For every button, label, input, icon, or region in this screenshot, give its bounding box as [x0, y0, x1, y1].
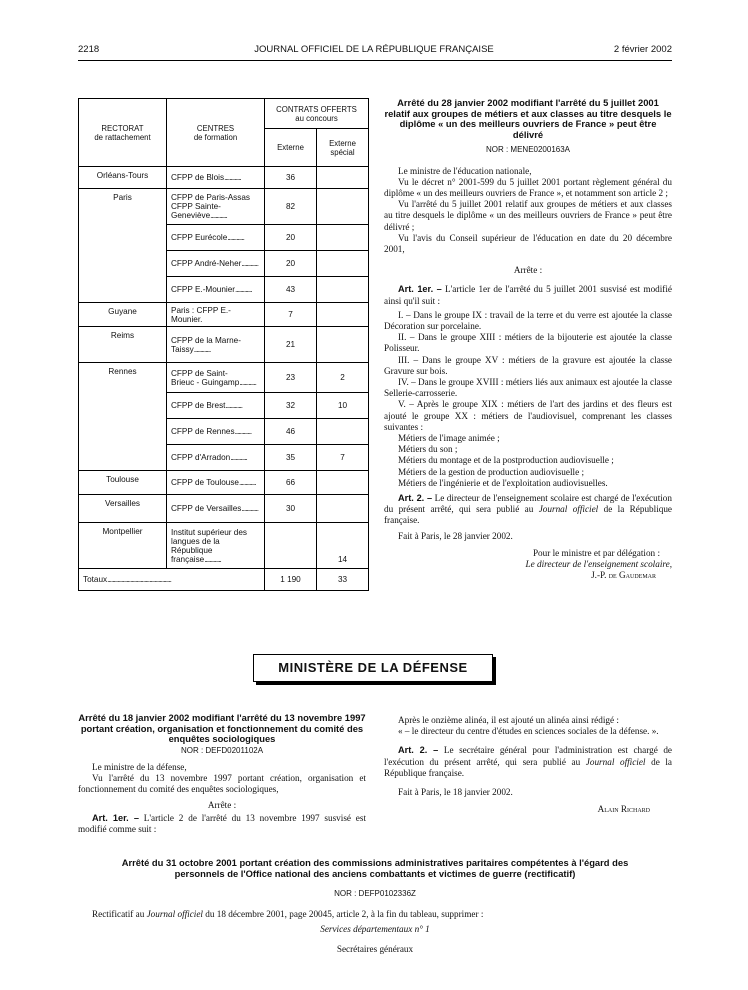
- arrete-education-title: Arrêté du 28 janvier 2002 modifiant l'arrêté du 5 juillet 2001 relatif aux groupes de métiers et aux classes au titre desquels le diplôme « un des meilleurs ouvriers de France » peut être délivré: [384, 97, 672, 140]
- cell-rectorat: [79, 419, 167, 445]
- cell-externe-special: [317, 419, 369, 445]
- cell-externe: 82: [265, 189, 317, 225]
- cell-centre: Institut supérieur des langues de la République française.............: [167, 523, 265, 569]
- table-row: [79, 189, 369, 225]
- cell-externe: 35: [265, 445, 317, 471]
- cell-centre: CFPP d'Arradon.............: [167, 445, 265, 471]
- col-head-externe: Externe: [265, 129, 317, 167]
- cell-centre: CFPP de la Marne- Taissy.............: [167, 327, 265, 363]
- cell-externe: [265, 523, 317, 569]
- ministry-heading: MINISTÈRE DE LA DÉFENSE: [253, 654, 493, 682]
- table-row: [79, 251, 369, 277]
- paragraph: Le ministre de la défense,: [92, 761, 187, 772]
- cell-externe-special: [317, 167, 369, 189]
- table-row: [79, 277, 369, 303]
- list-item: Métiers de l'image animée ;: [398, 433, 500, 444]
- page-number: 2218: [78, 44, 100, 55]
- cell-externe: 30: [265, 495, 317, 523]
- total-label: Totaux..................................................: [79, 569, 265, 591]
- paragraph: V. – Après le groupe XIX : métiers de l'art des jardins et des fleurs est ajouté le groupe XX : métiers de l'audiovisuel, comprenant les classes suivantes :: [384, 399, 672, 432]
- cell-externe: 66: [265, 471, 317, 495]
- rectificatif: Rectificatif au Journal officiel du 18 décembre 2001, page 20045, article 2, à la fin du tableau, supprimer :: [92, 909, 484, 920]
- date-line: Fait à Paris, le 18 janvier 2002.: [398, 787, 513, 798]
- article-2: Art. 2. – Le directeur de l'enseignement scolaire est chargé de l'exécution du présent arrêté, qui sera publié au Journal officiel de la République française.: [384, 493, 673, 526]
- cell-rectorat: Montpellier: [79, 523, 167, 569]
- table-row: [79, 445, 369, 471]
- total-special: 33: [317, 569, 369, 591]
- cell-centre: CFPP de Blois.............: [167, 167, 265, 189]
- table-row: [79, 303, 369, 327]
- cell-externe-special: [317, 189, 369, 225]
- table-row: [79, 495, 369, 523]
- journal-title: JOURNAL OFFICIEL DE LA RÉPUBLIQUE FRANÇAISE: [254, 44, 494, 55]
- paragraph: Après le onzième alinéa, il est ajouté un alinéa ainsi rédigé :: [398, 715, 619, 725]
- cell-centre: Paris : CFPP E.-Mounier.: [167, 303, 265, 327]
- paragraph: Vu l'avis du Conseil supérieur de l'éducation en date du 20 décembre 2001,: [384, 232, 672, 254]
- cell-centre: CFPP de Brest.............: [167, 393, 265, 419]
- arrete-defense-continued: [384, 715, 672, 815]
- paragraph: III. – Dans le groupe XV : métiers de la gravure est ajoutée la classe Gravure sur bois.: [384, 354, 672, 376]
- col-head-externe-special: Externe spécial: [317, 129, 369, 167]
- cell-externe: 23: [265, 363, 317, 393]
- arrete-onac: [100, 858, 650, 879]
- recruitment-table: [78, 98, 369, 591]
- cell-externe-special: 2: [317, 363, 369, 393]
- col-head-rectorat: RECTORAT de rattachement: [79, 99, 167, 167]
- cell-externe-special: [317, 327, 369, 363]
- arrete-education: [384, 98, 672, 581]
- table-row: [79, 393, 369, 419]
- removed-line: Services départementaux n° 1: [320, 924, 430, 935]
- cell-rectorat: [79, 393, 167, 419]
- arrete-defense-title: Arrêté du 18 janvier 2002 modifiant l'arrêté du 13 novembre 1997 portant création, organisation et fonctionnement du comité des enquêtes sociologiques: [78, 712, 366, 745]
- cell-externe: 20: [265, 251, 317, 277]
- cell-rectorat: Versailles: [79, 495, 167, 523]
- table-row: [79, 363, 369, 393]
- arrete-onac-nor: NOR : DEFP0102336Z: [334, 889, 416, 898]
- paragraph: II. – Dans le groupe XIII : métiers de la bijouterie est ajoutée la classe Polisseur.: [384, 332, 672, 354]
- cell-externe-special: [317, 303, 369, 327]
- cell-externe-special: [317, 277, 369, 303]
- arrete-defense: [78, 713, 366, 835]
- arrete-defense-nor: NOR : DEFD0201102A: [180, 745, 264, 755]
- cell-externe: 7: [265, 303, 317, 327]
- arrete-education-nor: NOR : MENE0200163A: [485, 145, 571, 155]
- cell-rectorat: Reims: [79, 327, 167, 363]
- arrete-label: Arrête :: [207, 799, 237, 810]
- cell-externe: 36: [265, 167, 317, 189]
- cell-rectorat: [79, 277, 167, 303]
- list-item: Métiers de la gestion de production audiovisuelle ;: [398, 466, 585, 477]
- arrete-onac-title: Arrêté du 31 octobre 2001 portant création des commissions administratives paritaires compétentes à l'égard des personnels de l'Office national des anciens combattants et victimes de guerre (rectificatif): [121, 857, 629, 879]
- signature-line: Pour le ministre et par délégation :: [532, 547, 660, 558]
- list-item: Métiers du son ;: [398, 444, 458, 455]
- cell-externe-special: [317, 495, 369, 523]
- removed-line: Secrétaires généraux: [336, 943, 414, 954]
- cell-externe-special: 7: [317, 445, 369, 471]
- paragraph: Le ministre de l'éducation nationale,: [398, 165, 532, 176]
- cell-centre: CFPP de Versailles.............: [167, 495, 265, 523]
- signature-name: J.-P. de Gaudemar: [591, 570, 656, 581]
- paragraph: Vu le décret n° 2001-599 du 5 juillet 2001 portant règlement général du diplôme « un des meilleurs ouvriers de France », et notamment son article 2 ;: [384, 176, 672, 198]
- cell-rectorat: [79, 225, 167, 251]
- cell-rectorat: [79, 251, 167, 277]
- cell-centre: CFPP Eurécole.............: [167, 225, 265, 251]
- paragraph: Vu l'arrêté du 13 novembre 1997 portant création, organisation et fonctionnement du comité des enquêtes sociologiques,: [78, 773, 366, 795]
- table-row: [79, 419, 369, 445]
- table-row: [79, 471, 369, 495]
- cell-externe-special: 14: [317, 523, 369, 569]
- cell-centre: CFPP E.-Mounier.............: [167, 277, 265, 303]
- cell-centre: CFPP de Rennes.............: [167, 419, 265, 445]
- table-row: [79, 327, 369, 363]
- signature-line: Le directeur de l'enseignement scolaire,: [525, 559, 672, 570]
- header-rule: [78, 60, 672, 61]
- cell-rectorat: Rennes: [79, 363, 167, 393]
- article-1: Art. 1er. – L'article 1er de l'arrêté du 5 juillet 2001 susvisé est modifié ainsi qu'il suit :: [384, 284, 672, 306]
- list-item: Métiers de l'ingénierie et de l'exploitation audiovisuelles.: [398, 477, 608, 488]
- table-row: [79, 523, 369, 569]
- table-row: [79, 167, 369, 189]
- paragraph: I. – Dans le groupe IX : travail de la terre et du verre est ajoutée la classe Décoration sur porcelaine.: [384, 309, 672, 332]
- col-head-contrats: CONTRATS OFFERTS au concours: [265, 99, 369, 129]
- cell-centre: CFPP de Paris-Assas CFPP Sainte-Geneviève.............: [167, 189, 265, 225]
- cell-rectorat: Guyane: [79, 303, 167, 327]
- cell-centre: CFPP de Saint- Brieuc - Guingamp.............: [167, 363, 265, 393]
- arrete-onac-body: [78, 888, 672, 955]
- cell-externe: 43: [265, 277, 317, 303]
- cell-rectorat: Toulouse: [79, 471, 167, 495]
- cell-externe-special: 10: [317, 393, 369, 419]
- cell-externe-special: [317, 251, 369, 277]
- arrete-label: Arrête :: [513, 265, 543, 276]
- cell-externe-special: [317, 471, 369, 495]
- cell-externe: 46: [265, 419, 317, 445]
- col-head-centres: CENTRES de formation: [167, 99, 265, 167]
- cell-externe: 21: [265, 327, 317, 363]
- article-1: Art. 1er. – L'article 2 de l'arrêté du 13 novembre 1997 susvisé est modifié comme suit :: [78, 812, 366, 834]
- paragraph: Vu l'arrêté du 5 juillet 2001 relatif aux groupes de métiers et aux classes au titre desquels le diplôme « un des meilleurs ouvriers de France » peut être délivré ;: [384, 199, 672, 232]
- cell-rectorat: Paris: [79, 189, 167, 225]
- list-item: Métiers du montage et de la postproduction audiovisuelle ;: [398, 455, 614, 466]
- article-2: Art. 2. – Le secrétaire général pour l'administration est chargé de l'exécution du présent arrêté, qui sera publié au Journal officiel de la République française.: [384, 745, 673, 778]
- cell-externe: 32: [265, 393, 317, 419]
- cell-centre: CFPP André-Neher.............: [167, 251, 265, 277]
- cell-rectorat: [79, 445, 167, 471]
- issue-date: 2 février 2002: [613, 44, 672, 55]
- total-externe: 1 190: [265, 569, 317, 591]
- date-line: Fait à Paris, le 28 janvier 2002.: [398, 530, 513, 541]
- signature-name: Alain Richard: [597, 804, 650, 815]
- cell-externe: 20: [265, 225, 317, 251]
- table-row: [79, 225, 369, 251]
- paragraph: IV. – Dans le groupe XVIII : métiers liés aux animaux est ajoutée la classe Sellerie-carrosserie.: [384, 377, 672, 399]
- cell-rectorat: Orléans-Tours: [79, 167, 167, 189]
- cell-centre: CFPP de Toulouse.............: [167, 471, 265, 495]
- paragraph: « – le directeur du centre d'études en sciences sociales de la défense. ».: [398, 726, 659, 737]
- cell-externe-special: [317, 225, 369, 251]
